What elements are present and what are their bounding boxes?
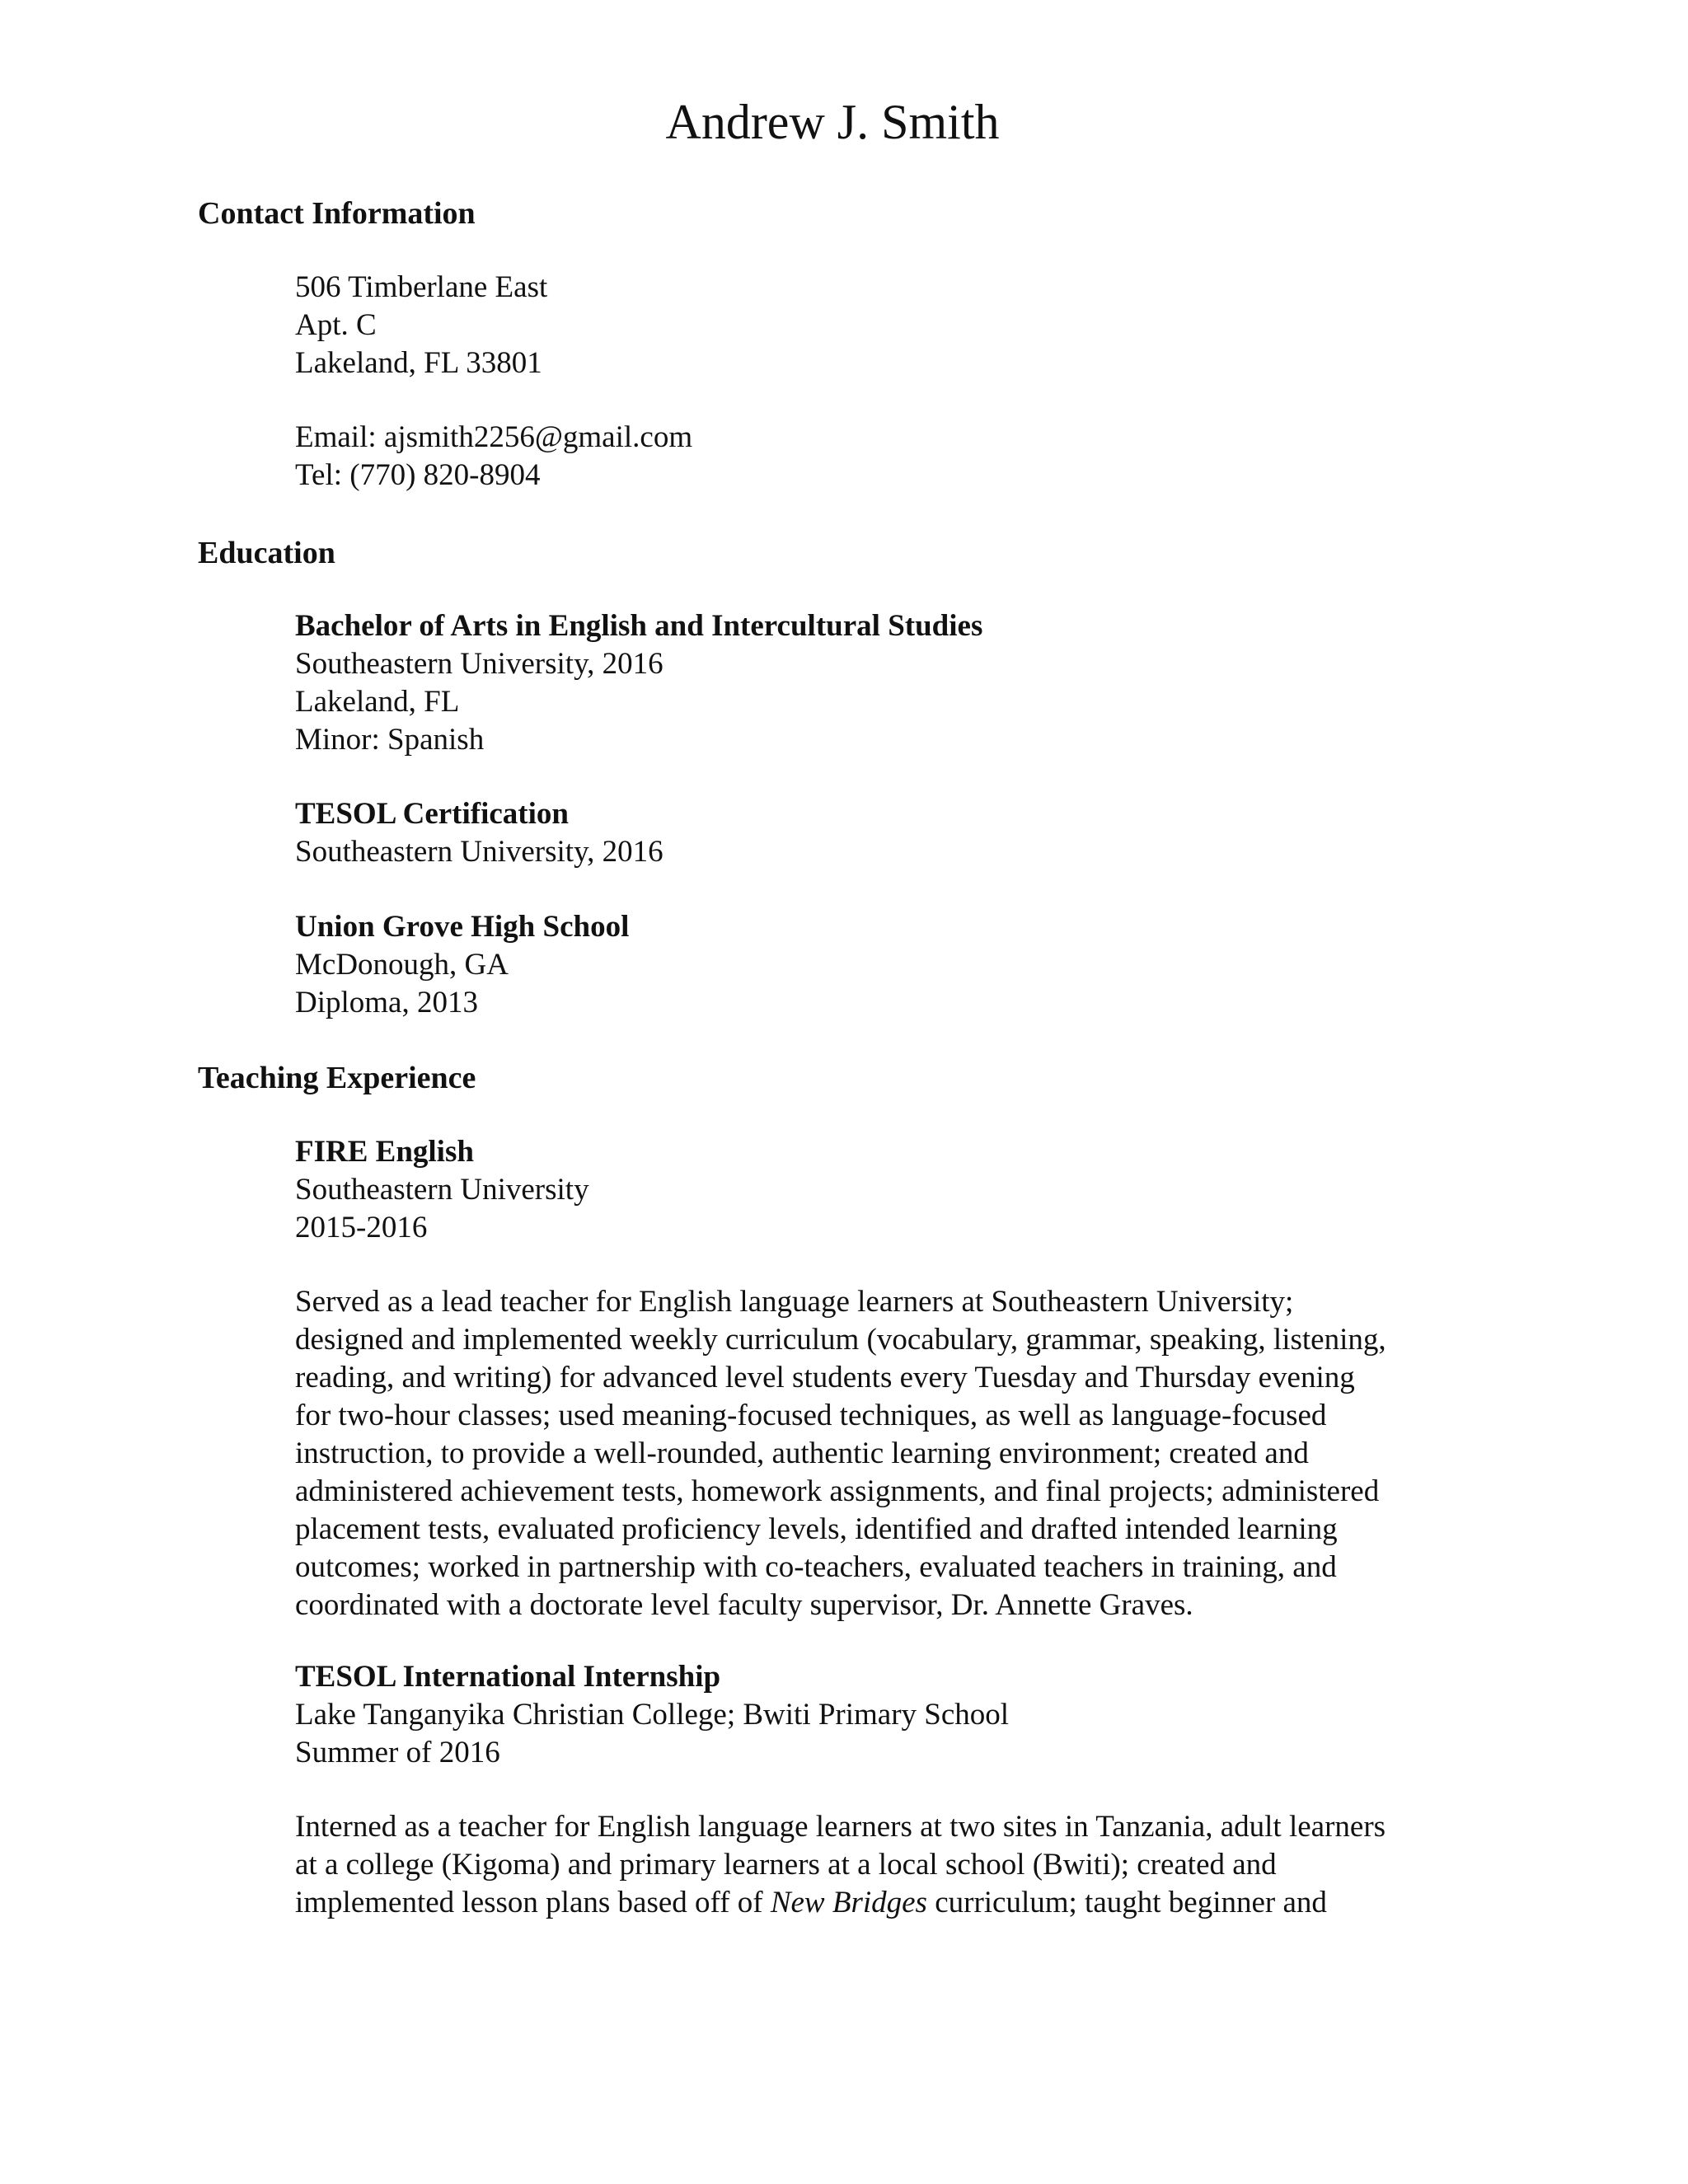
description-line: reading, and writing) for advanced level students every Tuesday and Thursday evening (295, 1361, 1355, 1394)
description-line: designed and implemented weekly curriculum (vocabulary, grammar, speaking, listening, (295, 1323, 1386, 1357)
education-line: Southeastern University, 2016 (295, 647, 663, 681)
teaching-heading: Teaching Experience (198, 1061, 476, 1095)
education-entry-tesol (295, 795, 1465, 871)
resume-name: Andrew J. Smith (665, 95, 1000, 149)
description-line: Served as a lead teacher for English language learners at Southeastern University; (295, 1285, 1294, 1319)
address-line-2: Apt. C (295, 308, 377, 342)
education-title: Bachelor of Arts in English and Intercultural Studies (295, 609, 983, 643)
education-entry-highschool (295, 908, 1465, 1022)
description-line: coordinated with a doctorate level faculty supervisor, Dr. Annette Graves. (295, 1588, 1193, 1622)
education-title: Union Grove High School (295, 910, 630, 944)
address-line-1: 506 Timberlane East (295, 270, 548, 304)
education-line: Lakeland, FL (295, 685, 460, 719)
contact-details (295, 419, 1465, 494)
teaching-title: TESOL International Internship (295, 1660, 721, 1694)
teaching-line: Southeastern University (295, 1173, 589, 1207)
education-title: TESOL Certification (295, 797, 569, 831)
description-line-last (295, 1884, 1465, 1922)
description-line: placement tests, evaluated proficiency levels, identified and drafted intended learning (295, 1512, 1338, 1546)
description-text: curriculum; taught beginner and (926, 1886, 1327, 1919)
description-line: administered achievement tests, homework assignments, and final projects; administered (295, 1474, 1380, 1508)
teaching-description-fire (295, 1283, 1465, 1624)
teaching-entry-internship (295, 1658, 1465, 1772)
description-line: outcomes; worked in partnership with co-teachers, evaluated teachers in training, and (295, 1550, 1337, 1584)
education-line: McDonough, GA (295, 948, 509, 982)
contact-email: Email: ajsmith2256@gmail.com (295, 420, 693, 454)
teaching-line: Summer of 2016 (295, 1736, 500, 1769)
contact-heading: Contact Information (198, 196, 476, 231)
address-line-3: Lakeland, FL 33801 (295, 346, 542, 380)
teaching-entry-fire (295, 1133, 1465, 1247)
contact-address (295, 269, 1465, 382)
description-line: at a college (Kigoma) and primary learners at a local school (Bwiti); created and (295, 1848, 1277, 1882)
education-line: Diploma, 2013 (295, 986, 478, 1019)
education-line: Southeastern University, 2016 (295, 835, 663, 869)
teaching-title: FIRE English (295, 1135, 474, 1169)
description-line: instruction, to provide a well-rounded, authentic learning environment; created and (295, 1436, 1309, 1470)
education-line: Minor: Spanish (295, 723, 485, 757)
curriculum-title: New Bridges (770, 1886, 927, 1919)
education-heading: Education (198, 536, 335, 570)
teaching-description-internship (295, 1808, 1465, 1922)
description-text: implemented lesson plans based off of (295, 1886, 771, 1919)
description-line: Interned as a teacher for English language learners at two sites in Tanzania, adult learners (295, 1810, 1386, 1844)
description-line: for two-hour classes; used meaning-focused techniques, as well as language-focused (295, 1399, 1327, 1432)
contact-tel: Tel: (770) 820-8904 (295, 458, 541, 492)
education-entry-ba (295, 607, 1465, 759)
teaching-line: Lake Tanganyika Christian College; Bwiti Primary School (295, 1698, 1010, 1732)
teaching-line: 2015-2016 (295, 1211, 428, 1244)
